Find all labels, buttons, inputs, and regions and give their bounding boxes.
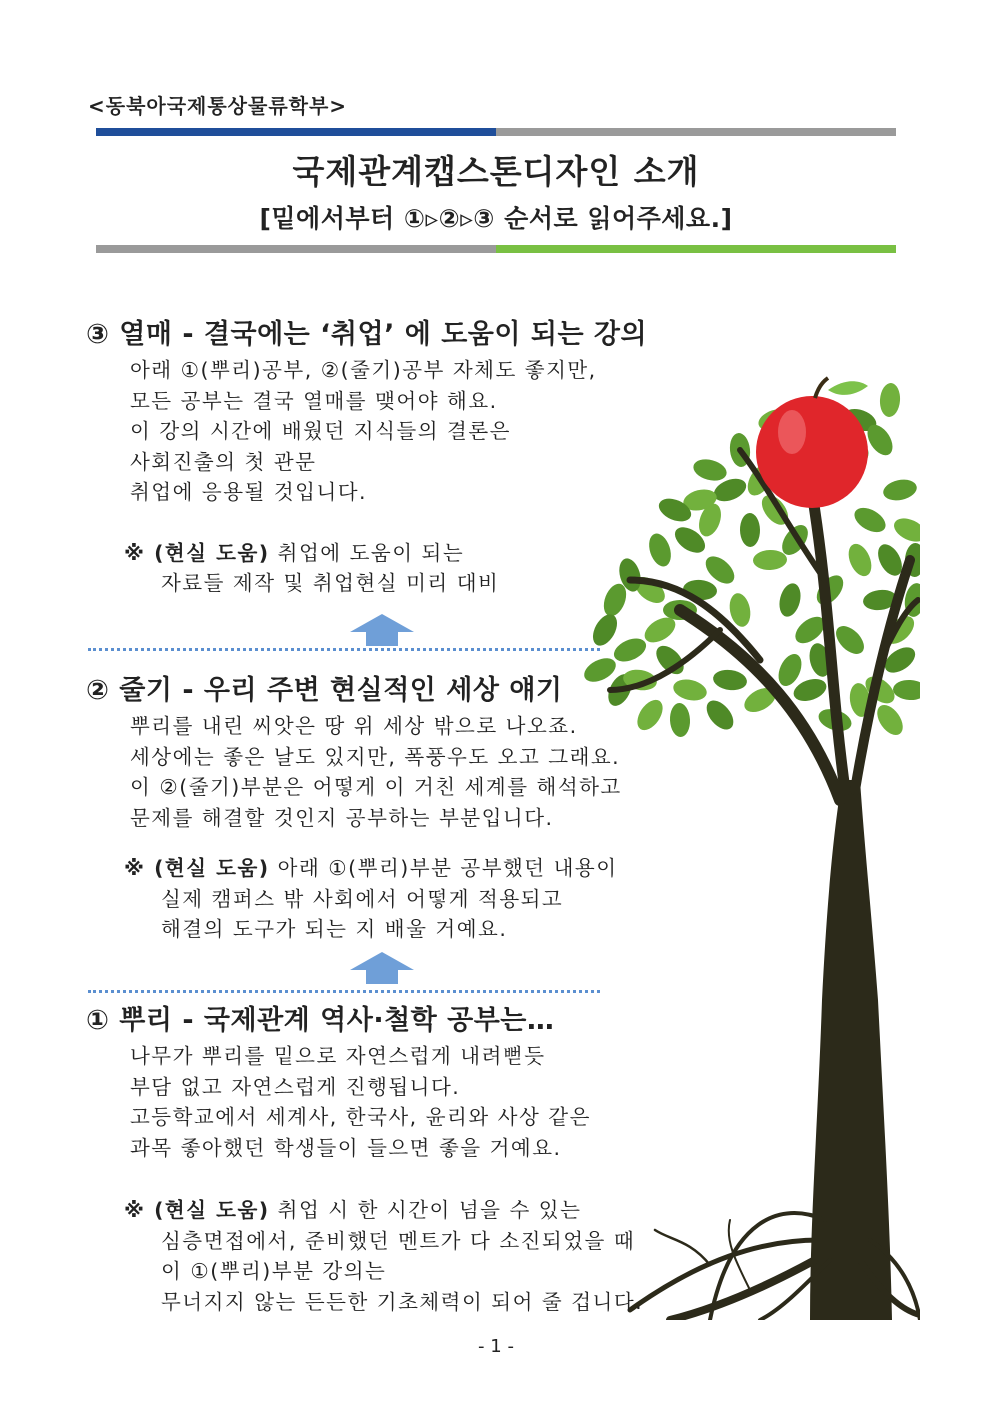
note-line: 해결의 도구가 되는 지 배울 거예요.	[161, 917, 508, 941]
section-stem	[86, 668, 726, 945]
body-line: 나무가 뿌리를 밑으로 자연스럽게 내려뻗듯	[130, 1044, 546, 1068]
leaf	[753, 549, 788, 570]
header-bottom-bar	[96, 245, 896, 253]
apple-icon	[756, 378, 868, 508]
page-number: - 1 -	[478, 1336, 514, 1357]
section-heading: ① 뿌리 - 국제관계 역사·철학 공부는…	[86, 1005, 555, 1036]
note-text: 취업 시 한 시간이 넘을 수 있는	[269, 1198, 582, 1222]
body-line: 이 강의 시간에 배웠던 지식들의 결론은	[130, 419, 511, 443]
body-line: 뿌리를 내린 씨앗은 땅 위 세상 밖으로 나오죠.	[130, 714, 578, 738]
leaf	[610, 634, 649, 666]
leaf	[791, 675, 830, 705]
leaf	[740, 513, 761, 547]
section-body	[130, 1041, 726, 1163]
reality-note	[124, 1195, 726, 1317]
leaf	[879, 382, 901, 417]
note-label: ※ (현실 도움)	[124, 1198, 270, 1222]
leaf	[588, 610, 622, 649]
reality-note	[124, 538, 726, 599]
leaf	[776, 581, 804, 619]
note-label: ※ (현실 도움)	[124, 540, 270, 565]
section-fruit	[86, 312, 726, 599]
body-line: 취업에 응용될 것입니다.	[130, 480, 368, 504]
reality-note	[124, 853, 726, 945]
leaf	[831, 621, 869, 659]
body-line: 이 ②(줄기)부분은 어떻게 이 거친 세계를 해석하고	[130, 775, 622, 799]
section-body	[130, 711, 726, 833]
body-line: 문제를 해결할 것인지 공부하는 부분입니다.	[130, 805, 554, 830]
up-arrow-icon	[350, 614, 414, 646]
body-line: 세상에는 좋은 날도 있지만, 폭풍우도 오고 그래요.	[130, 744, 621, 769]
section-divider	[88, 990, 600, 993]
body-line: 모든 공부는 결국 열매를 맺어야 해요.	[130, 388, 498, 413]
note-line: 자료들 제작 및 취업현실 미리 대비	[161, 571, 500, 595]
section-heading: ③ 열매 - 결국에는 ‘취업’ 에 도움이 되는 강의	[86, 319, 648, 350]
note-text: 취업에 도움이 되는	[269, 540, 465, 565]
note-line: 심층면접에서, 준비했던 멘트가 다 소진되었을 때	[161, 1228, 636, 1253]
section-body	[130, 355, 726, 508]
department-label: <동북아국제통상물류학부>	[88, 94, 348, 118]
leaf	[890, 514, 920, 546]
note-line: 실제 캠퍼스 밖 사회에서 어떻게 적용되고	[161, 886, 564, 911]
body-line: 부담 없고 자연스럽게 진행됩니다.	[130, 1074, 461, 1099]
body-line: 아래 ①(뿌리)공부, ②(줄기)공부 자체도 좋지만,	[130, 358, 597, 382]
leaf	[850, 503, 889, 537]
header-top-bar	[96, 128, 896, 136]
leaf	[892, 679, 920, 701]
page-subtitle: [밑에서부터 ①▹②▹③ 순서로 읽어주세요.]	[259, 204, 733, 233]
leaf	[872, 700, 908, 739]
note-line: 무너지지 않는 든든한 기초체력이 되어 줄 겁니다.	[161, 1289, 644, 1314]
page-title: 국제관계캡스톤디자인 소개	[292, 152, 700, 191]
leaf	[881, 477, 918, 504]
body-line: 과목 좋아했던 학생들이 들으면 좋을 거예요.	[130, 1135, 562, 1160]
section-divider	[88, 648, 600, 651]
up-arrow-icon	[350, 952, 414, 984]
section-heading: ② 줄기 - 우리 주변 현실적인 세상 얘기	[86, 675, 563, 706]
note-label: ※ (현실 도움)	[124, 856, 270, 880]
note-line: 이 ①(뿌리)부분 강의는	[161, 1259, 387, 1283]
leaf	[844, 540, 876, 579]
note-text: 아래 ①(뿌리)부분 공부했던 내용이	[269, 856, 618, 880]
body-line: 고등학교에서 세계사, 한국사, 윤리와 사상 같은	[130, 1105, 591, 1129]
body-line: 사회진출의 첫 관문	[130, 449, 317, 474]
section-root	[86, 998, 726, 1317]
